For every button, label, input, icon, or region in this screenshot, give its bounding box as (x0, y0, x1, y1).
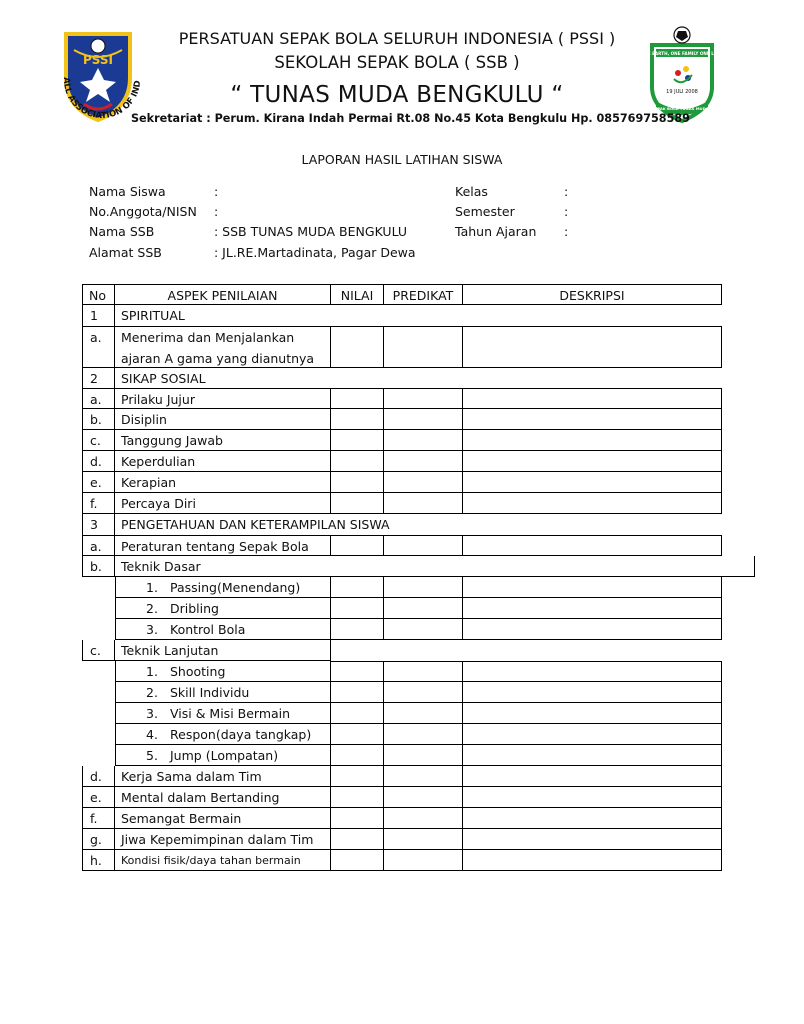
cell-predikat[interactable] (384, 766, 463, 787)
section-row (82, 514, 722, 535)
table-row (82, 535, 722, 556)
table-row (82, 661, 722, 682)
row-aspek (115, 577, 331, 598)
value-nama-siswa: : (214, 184, 219, 199)
item-number: 1. (146, 664, 158, 679)
header-predikat: PREDIKAT (384, 284, 463, 305)
section-row (82, 368, 722, 389)
cell-predikat[interactable] (384, 326, 463, 368)
row-no: a. (82, 326, 115, 368)
item-label: Visi & Misi Bermain (170, 706, 291, 721)
cell-predikat[interactable] (384, 451, 463, 472)
cell-predikat[interactable] (384, 829, 463, 850)
table-row (82, 682, 722, 703)
table-row (82, 703, 722, 724)
cell-deskripsi[interactable] (463, 724, 722, 745)
table-row (82, 577, 722, 598)
value-nama-ssb: : SSB TUNAS MUDA BENGKULU (214, 224, 408, 239)
cell-deskripsi[interactable] (463, 409, 722, 430)
table-row (82, 409, 722, 430)
header-school: SEKOLAH SEPAK BOLA ( SSB ) (274, 53, 520, 72)
cell-predikat[interactable] (384, 577, 463, 598)
table-row (82, 619, 722, 640)
row-no: 3 (82, 514, 115, 535)
value-alamat-ssb: : JL.RE.Martadinata, Pagar Dewa (214, 245, 416, 260)
value-kelas: : (564, 184, 569, 199)
cell-deskripsi[interactable] (463, 493, 722, 514)
row-aspek: Keperdulian (115, 451, 331, 472)
cell-deskripsi[interactable] (463, 326, 722, 368)
cell-deskripsi[interactable] (463, 703, 722, 724)
item-label: Skill Individu (170, 685, 250, 700)
cell-deskripsi[interactable] (463, 766, 722, 787)
cell-nilai[interactable] (331, 619, 384, 640)
value-semester: : (564, 204, 569, 219)
cell-predikat[interactable] (384, 787, 463, 808)
cell-nilai[interactable] (331, 577, 384, 598)
table-row (82, 724, 722, 745)
table-row (82, 472, 722, 493)
row-aspek: Teknik Dasar (115, 556, 755, 577)
svg-text:19 JULI 2008: 19 JULI 2008 (666, 89, 698, 95)
cell-predikat[interactable] (384, 703, 463, 724)
table-row (82, 808, 722, 829)
header-nilai: NILAI (331, 284, 384, 305)
header-federation: PERSATUAN SEPAK BOLA SELURUH INDONESIA ( PSSI ) (178, 29, 616, 48)
table-row (82, 640, 722, 661)
table-row (82, 451, 722, 472)
cell-nilai[interactable] (331, 598, 384, 619)
row-aspek (115, 745, 331, 766)
cell-deskripsi[interactable] (463, 598, 722, 619)
cell-deskripsi[interactable] (463, 808, 722, 829)
cell-predikat[interactable] (384, 535, 463, 556)
row-no: c. (82, 640, 115, 661)
row-aspek: Semangat Bermain (115, 808, 331, 829)
cell-nilai[interactable] (331, 829, 384, 850)
table-row (82, 430, 722, 451)
table-row (82, 388, 722, 409)
row-no: 1 (82, 305, 115, 326)
table-row (82, 598, 722, 619)
label-tahun-ajaran: Tahun Ajaran (455, 224, 537, 239)
row-no: 2 (82, 368, 115, 389)
cell-deskripsi[interactable] (463, 388, 722, 409)
row-aspek: Mental dalam Bertanding (115, 787, 331, 808)
item-label: Shooting (170, 664, 226, 679)
cell-nilai[interactable] (331, 850, 384, 871)
row-no: d. (82, 766, 115, 787)
row-aspek (115, 619, 331, 640)
label-no-anggota: No.Anggota/NISN (89, 204, 197, 219)
row-no: a. (82, 535, 115, 556)
cell-predikat[interactable] (384, 619, 463, 640)
cell-deskripsi[interactable] (463, 745, 722, 766)
cell-deskripsi[interactable] (463, 661, 722, 682)
cell-deskripsi[interactable] (463, 472, 722, 493)
header-deskripsi: DESKRIPSI (463, 284, 722, 305)
table-row (82, 493, 722, 514)
row-aspek: Tanggung Jawab (115, 430, 331, 451)
row-aspek: SPIRITUAL (121, 308, 185, 323)
cell-nilai[interactable] (331, 451, 384, 472)
cell-nilai[interactable] (331, 661, 384, 682)
item-number: 2. (146, 601, 158, 616)
item-number: 1. (146, 580, 158, 595)
header-club-name: “ TUNAS MUDA BENGKULU “ (230, 82, 564, 108)
row-aspek (115, 682, 331, 703)
cell-nilai[interactable] (331, 766, 384, 787)
header-address: Sekretariat : Perum. Kirana Indah Permai Rt.08 No.45 Kota Bengkulu Hp. 085769758589 (131, 112, 690, 125)
cell-nilai[interactable] (331, 472, 384, 493)
cell-nilai[interactable] (331, 493, 384, 514)
cell-nilai[interactable] (331, 326, 384, 368)
cell-deskripsi[interactable] (463, 451, 722, 472)
cell-nilai[interactable] (331, 430, 384, 451)
row-aspek: Teknik Lanjutan (115, 640, 331, 661)
row-no: f. (82, 493, 115, 514)
table-row (82, 326, 722, 368)
cell-predikat[interactable] (384, 409, 463, 430)
label-nama-ssb: Nama SSB (89, 224, 155, 239)
cell-predikat[interactable] (384, 388, 463, 409)
label-alamat-ssb: Alamat SSB (89, 245, 162, 260)
item-number: 3. (146, 622, 158, 637)
row-no: g. (82, 829, 115, 850)
label-nama-siswa: Nama Siswa (89, 184, 166, 199)
row-aspek: Prilaku Jujur (115, 388, 331, 409)
row-aspek: SIKAP SOSIAL (121, 371, 206, 386)
cell-predikat[interactable] (384, 472, 463, 493)
cell-predikat[interactable] (384, 850, 463, 871)
svg-text:ONE EARTH, ONE FAMILY ONE LOVE: ONE EARTH, ONE FAMILY ONE LOVE (640, 51, 724, 56)
svg-text:PSSI: PSSI (82, 53, 114, 67)
row-aspek: PENGETAHUAN DAN KETERAMPILAN SISWA (121, 517, 390, 532)
row-aspek: Percaya Diri (115, 493, 331, 514)
cell-predikat[interactable] (384, 682, 463, 703)
cell-nilai[interactable] (331, 388, 384, 409)
table-row (82, 766, 722, 787)
item-number: 3. (146, 706, 158, 721)
cell-nilai[interactable] (331, 682, 384, 703)
row-no: c. (82, 430, 115, 451)
row-no: a. (82, 388, 115, 409)
row-no: d. (82, 451, 115, 472)
label-semester: Semester (455, 204, 515, 219)
cell-predikat[interactable] (384, 661, 463, 682)
cell-deskripsi[interactable] (463, 829, 722, 850)
item-label: Passing(Menendang) (170, 580, 301, 595)
cell-nilai[interactable] (331, 703, 384, 724)
row-no: h. (82, 850, 115, 871)
cell-nilai[interactable] (331, 409, 384, 430)
cell-deskripsi[interactable] (463, 850, 722, 871)
table-row (82, 787, 722, 808)
row-no: f. (82, 808, 115, 829)
header-no: No (82, 284, 115, 305)
item-number: 5. (146, 748, 158, 763)
row-aspek (115, 703, 331, 724)
cell-deskripsi[interactable] (463, 535, 722, 556)
row-aspek: Kerja Sama dalam Tim (115, 766, 331, 787)
row-no: b. (82, 556, 115, 577)
table-row (82, 829, 722, 850)
item-label: Jump (Lompatan) (170, 748, 279, 763)
table-row (82, 556, 722, 577)
svg-text:FOOTBALL ASSOCIATION OF INDONE: ALL ASSOCIATION OF IND (60, 77, 144, 122)
cell-nilai[interactable] (331, 787, 384, 808)
item-number: 2. (146, 685, 158, 700)
value-no-anggota: : (214, 204, 219, 219)
item-number: 4. (146, 727, 158, 742)
item-label: Kontrol Bola (170, 622, 246, 637)
row-no: b. (82, 409, 115, 430)
row-aspek: Jiwa Kepemimpinan dalam Tim (115, 829, 331, 850)
row-aspek: Kerapian (115, 472, 331, 493)
row-aspek-line2: ajaran A gama yang dianutnya (121, 351, 315, 366)
cell-predikat[interactable] (384, 493, 463, 514)
cell-nilai[interactable] (331, 535, 384, 556)
row-aspek (115, 326, 331, 368)
value-tahun-ajaran: : (564, 224, 569, 239)
cell-nilai[interactable] (331, 808, 384, 829)
cell-nilai[interactable] (331, 745, 384, 766)
row-aspek (115, 724, 331, 745)
cell-predikat[interactable] (384, 724, 463, 745)
svg-text:SEKOLAH SEPAK BOLA TUNAS MUDA: SEKOLAH SEPAK BOLA TUNAS MUDA BENGKULU (630, 106, 734, 111)
table-row (82, 850, 722, 871)
item-label: Respon(daya tangkap) (170, 727, 312, 742)
row-aspek: Peraturan tentang Sepak Bola (115, 535, 331, 556)
label-kelas: Kelas (455, 184, 488, 199)
row-aspek (115, 661, 331, 682)
cell-deskripsi[interactable] (463, 577, 722, 598)
header-aspek: ASPEK PENILAIAN (115, 284, 331, 305)
cell-deskripsi[interactable] (463, 787, 722, 808)
row-no: e. (82, 472, 115, 493)
cell-deskripsi[interactable] (463, 619, 722, 640)
cell-deskripsi[interactable] (463, 430, 722, 451)
row-aspek (115, 598, 331, 619)
row-no: e. (82, 787, 115, 808)
cell-predikat[interactable] (384, 808, 463, 829)
row-aspek-line1: Menerima dan Menjalankan (121, 330, 295, 345)
section-row (82, 305, 722, 326)
cell-nilai[interactable] (331, 724, 384, 745)
cell-predikat[interactable] (384, 745, 463, 766)
cell-deskripsi[interactable] (463, 682, 722, 703)
cell-predikat[interactable] (384, 598, 463, 619)
row-aspek: Kondisi fisik/daya tahan bermain (115, 850, 331, 871)
row-aspek: Disiplin (115, 409, 331, 430)
cell-predikat[interactable] (384, 430, 463, 451)
report-title: LAPORAN HASIL LATIHAN SISWA (301, 152, 503, 167)
table-header-row (82, 284, 722, 305)
table-row (82, 745, 722, 766)
item-label: Dribling (170, 601, 219, 616)
